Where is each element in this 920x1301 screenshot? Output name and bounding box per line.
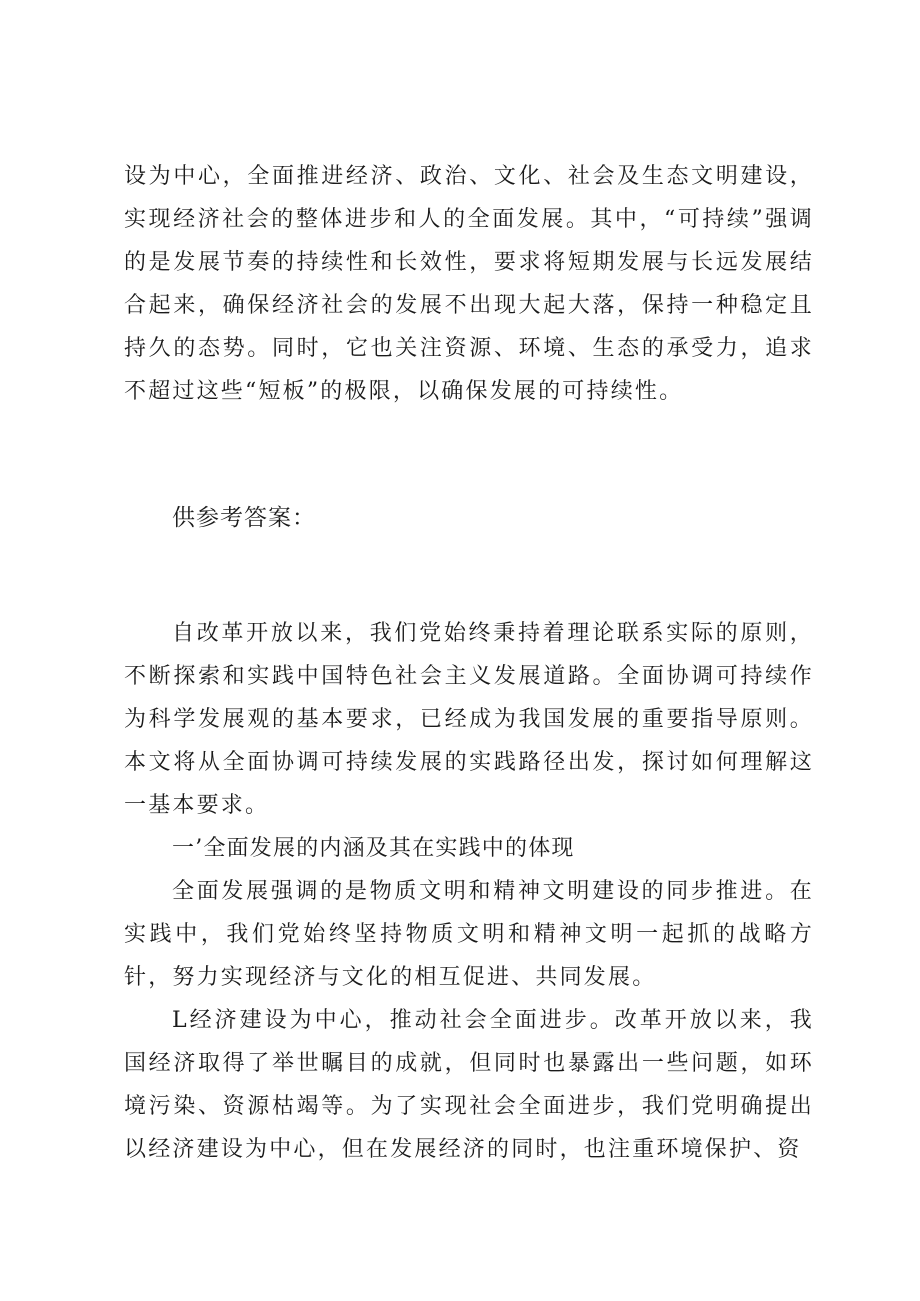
document-page — [124, 155, 814, 1171]
intro-paragraph: 设为中心，全面推进经济、政治、文化、社会及生态文明建设，实现经济社会的整体进步和人的全面发展。其中，“可持续”强调的是发展节奏的持续性和长效性，要求将短期发展与长远发展结合起来，确保经济社会的发展不出现大起大落，保持一种稳定且持久的态势。同时，它也关注资源、环境、生态的承受力，追求不超过这些“短板”的极限，以确保发展的可持续性。 — [124, 164, 814, 404]
answer-paragraph-3: L经济建设为中心，推动社会全面进步。改革开放以来，我国经济取得了举世瞩目的成就，但同时也暴露出一些问题，如环境污染、资源枯竭等。为了实现社会全面进步，我们党明确提出以经济建设为中心，但在发展经济的同时，也注重环境保护、资 — [124, 1008, 814, 1162]
answer-paragraph-1: 自改革开放以来，我们党始终秉持着理论联系实际的原则，不断探索和实践中国特色社会主义发展道路。全面协调可持续作为科学发展观的基本要求，已经成为我国发展的重要指导原则。本文将从全面协调可持续发展的实践路径出发，探讨如何理解这一基本要求。 — [124, 621, 814, 818]
section-title: 供参考答案： — [172, 505, 316, 531]
spacer — [124, 413, 814, 497]
subheading-1: 一’全面发展的内涵及其在实践中的体现 — [172, 836, 575, 861]
spacer — [124, 540, 814, 612]
answer-paragraph-2: 全面发展强调的是物质文明和精神文明建设的同步推进。在实践中，我们党始终坚持物质文明和精神文明一起抓的战略方针，努力实现经济与文化的相互促进、共同发展。 — [124, 879, 814, 990]
